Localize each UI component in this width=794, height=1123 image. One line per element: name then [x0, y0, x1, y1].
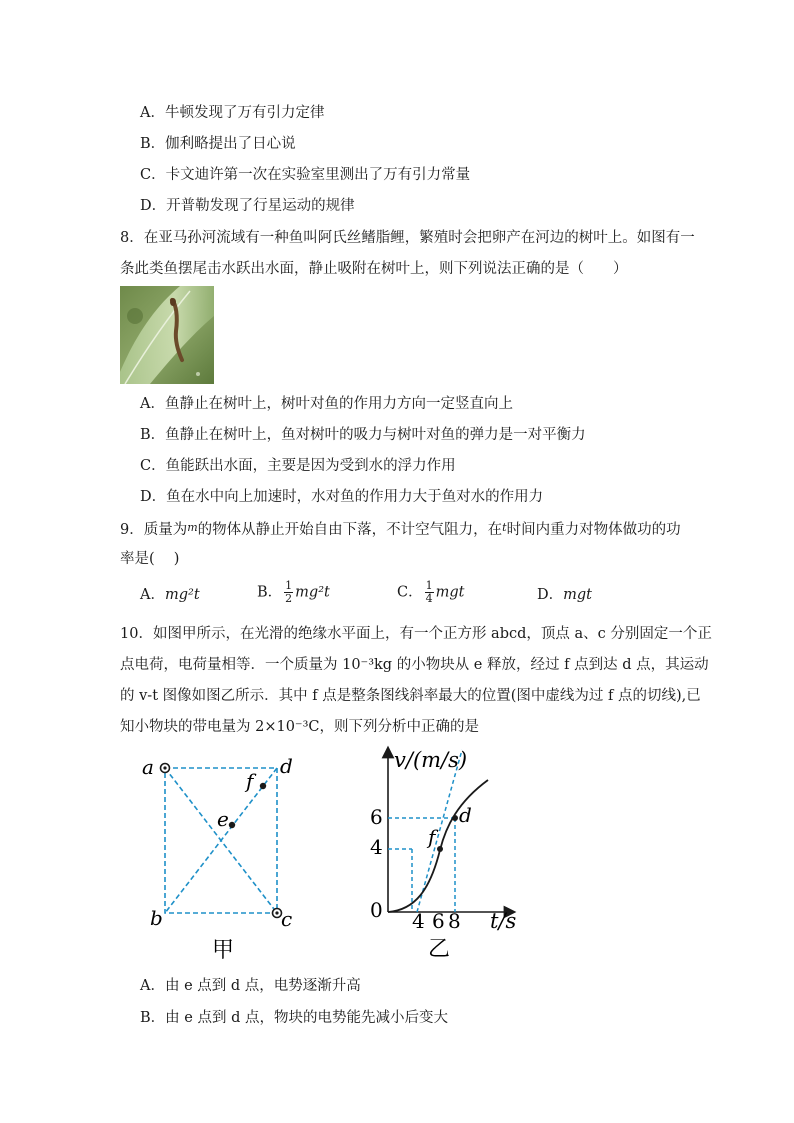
q9-var-t: t [502, 521, 507, 534]
q9-option-d-expr: mgt [563, 587, 592, 603]
label-f: f [246, 769, 254, 793]
tangent-line-at-f [417, 750, 462, 912]
charge-a-center [163, 766, 166, 769]
q9-option-a-expr: mg²t [164, 587, 200, 603]
point-f [260, 783, 266, 789]
q9-stem-line2: 率是( ) [120, 551, 180, 567]
q9-option-b-expr: mg²t [295, 584, 330, 601]
label-d: d [280, 754, 293, 778]
tick-v6: 6 [370, 805, 383, 829]
q9-option-c-label: C． [397, 584, 423, 601]
q9-option-b-denominator: 2 [285, 592, 293, 605]
q10-stem-line1: 10．如图甲所示，在光滑的绝缘水平面上，有一个正方形 abcd，顶点 a、c 分别固定一个正 [120, 626, 712, 642]
q9-option-c-numerator: 1 [425, 579, 433, 592]
q10-option-b: B．由 e 点到 d 点，物块的电势能先减小后变大 [140, 1010, 448, 1026]
q9-stem-part2: 的物体从静止开始自由下落，不计空气阻力，在 [197, 522, 503, 538]
q7-option-c: C．卡文迪许第一次在实验室里测出了万有引力常量 [140, 167, 471, 183]
q7-option-d: D．开普勒发现了行星运动的规律 [140, 198, 355, 214]
vt-curve [388, 780, 488, 912]
q8-option-a: A．鱼静止在树叶上，树叶对鱼的作用力方向一定竖直向上 [140, 396, 513, 412]
origin-label: 0 [370, 898, 383, 922]
graph-label-d: d [459, 803, 472, 827]
axis-label-t: t/s [490, 909, 517, 933]
q9-option-c-denominator: 4 [425, 592, 433, 605]
q9-var-m: m [187, 521, 198, 534]
q8-option-c: C．鱼能跃出水面，主要是因为受到水的浮力作用 [140, 458, 456, 474]
tick-t4: 4 [412, 909, 425, 933]
q10-stem-line2: 点电荷，电荷量相等．一个质量为 10⁻³kg 的小物块从 e 释放，经过 f 点到达 d 点，其运动 [120, 657, 709, 673]
q10-option-a: A．由 e 点到 d 点，电势逐渐升高 [140, 978, 361, 994]
q8-stem-line2: 条此类鱼摆尾击水跃出水面，静止吸附在树叶上，则下列说法正确的是（ ） [120, 261, 628, 277]
q10-stem-line3: 的 v-t 图像如图乙所示．其中 f 点是整条图线斜率最大的位置(图中虚线为过 f 点的切线),已 [120, 688, 701, 704]
q9-option-c-fraction [425, 580, 434, 605]
q9-option-a-label: A． [140, 587, 165, 603]
caption-jia: 甲 [212, 938, 235, 963]
caption-yi: 乙 [428, 937, 451, 962]
q9-option-c [397, 580, 464, 605]
label-e: e [217, 807, 229, 831]
point-e [229, 822, 235, 828]
point-f-on-curve [437, 846, 443, 852]
label-b: b [150, 906, 163, 930]
q9-option-d-label: D． [537, 587, 564, 603]
q9-option-d [537, 585, 592, 605]
q9-option-a [140, 585, 200, 605]
q8-option-d: D．鱼在水中向上加速时，水对鱼的作用力大于鱼对水的作用力 [140, 489, 544, 505]
q9-option-b [257, 580, 330, 605]
charge-c-center [275, 911, 278, 914]
q9-stem-part3: 时间内重力对物体做功的功 [506, 522, 681, 538]
q9-option-b-fraction [284, 580, 293, 605]
q9-option-c-expr: mgt [435, 584, 465, 601]
tick-t6: 6 [432, 909, 445, 933]
figure-yi-vt-graph [360, 740, 560, 965]
graph-label-f: f [428, 825, 436, 849]
q8-option-b: B．鱼静止在树叶上，鱼对树叶的吸力与树叶对鱼的弹力是一对平衡力 [140, 427, 586, 443]
q9-option-b-label: B． [257, 584, 283, 601]
q10-stem-line4: 知小物块的带电量为 2×10⁻³C，则下列分析中正确的是 [120, 719, 479, 735]
q7-option-b: B．伽利略提出了日心说 [140, 136, 296, 152]
fish-on-leaf-photo [120, 286, 214, 384]
q9-option-b-numerator: 1 [285, 579, 293, 592]
q7-option-a: A．牛顿发现了万有引力定律 [140, 105, 325, 121]
tick-v4: 4 [370, 835, 383, 859]
q8-stem-line1: 8．在亚马孙河流域有一种鱼叫阿氏丝鳍脂鲤，繁殖时会把卵产在河边的树叶上。如图有一 [120, 230, 695, 246]
label-a: a [142, 755, 154, 779]
q9-stem-part1: 9．质量为 [120, 522, 188, 538]
axis-label-v: v/(m/s) [394, 748, 468, 772]
label-c: c [281, 907, 293, 931]
figure-jia-square-diagram [140, 748, 310, 963]
point-d-on-curve [452, 815, 458, 821]
q9-stem-line1 [120, 518, 681, 540]
tick-t8: 8 [448, 909, 461, 933]
